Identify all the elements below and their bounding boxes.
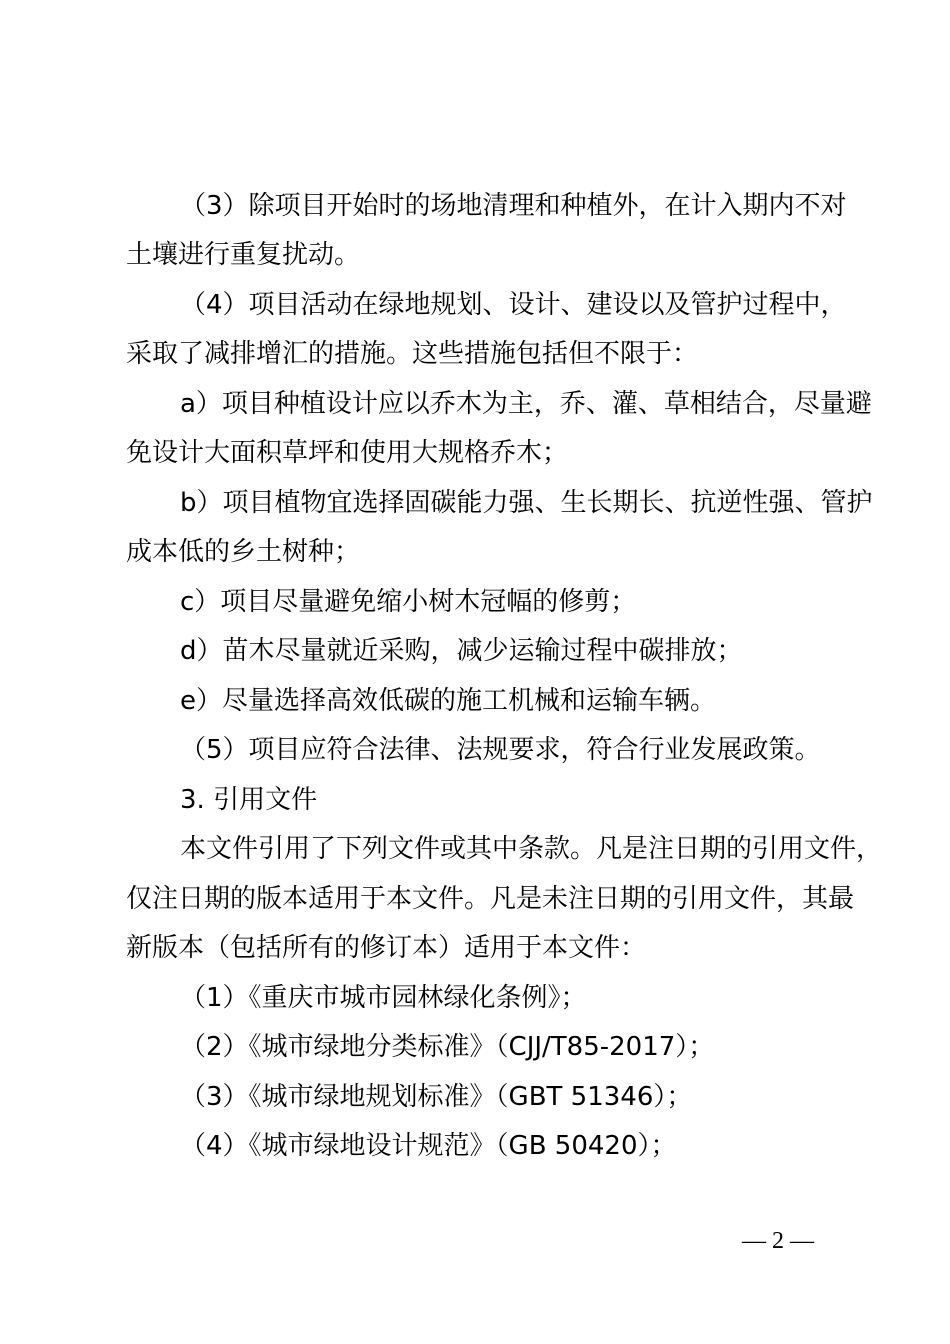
section-heading: 3. 引用文件	[180, 785, 318, 815]
text-line: d）苗木尽量就近采购，减少运输过程中碳排放；	[180, 636, 743, 666]
text-line: （3）除项目开始时的场地清理和种植外，在计入期内不对	[180, 191, 847, 221]
text-line: 新版本（包括所有的修订本）适用于本文件：	[126, 933, 647, 963]
reference-item: （3）《城市绿地规划标准》（GBT 51346）；	[180, 1082, 693, 1112]
reference-item: （1）《重庆市城市园林绿化条例》；	[180, 983, 587, 1013]
text-line: b）项目植物宜选择固碳能力强、生长期长、抗逆性强、管护	[180, 488, 873, 518]
reference-item: （4）《城市绿地设计规范》（GB 50420）；	[180, 1131, 677, 1161]
text-line: 本文件引用了下列文件或其中条款。凡是注日期的引用文件，	[180, 834, 883, 864]
text-line: （4）项目活动在绿地规划、设计、建设以及管护过程中，	[180, 290, 847, 320]
text-line: e）尽量选择高效低碳的施工机械和运输车辆。	[180, 686, 716, 716]
page-number: — 2 —	[742, 1228, 814, 1254]
text-line: c）项目尽量避免缩小树木冠幅的修剪；	[180, 587, 637, 617]
text-line: 土壤进行重复扰动。	[126, 240, 361, 270]
text-line: 仅注日期的版本适用于本文件。凡是未注日期的引用文件，其最	[126, 884, 855, 914]
text-line: 采取了减排增汇的措施。这些措施包括但不限于：	[126, 339, 699, 369]
text-line: （5）项目应符合法律、法规要求，符合行业发展政策。	[180, 735, 821, 765]
text-line: a）项目种植设计应以乔木为主，乔、灌、草相结合，尽量避	[180, 389, 872, 419]
text-line: 免设计大面积草坪和使用大规格乔木；	[126, 438, 569, 468]
text-line: 成本低的乡土树种；	[126, 537, 361, 567]
reference-item: （2）《城市绿地分类标准》（CJJ/T85-2017）；	[180, 1032, 715, 1062]
